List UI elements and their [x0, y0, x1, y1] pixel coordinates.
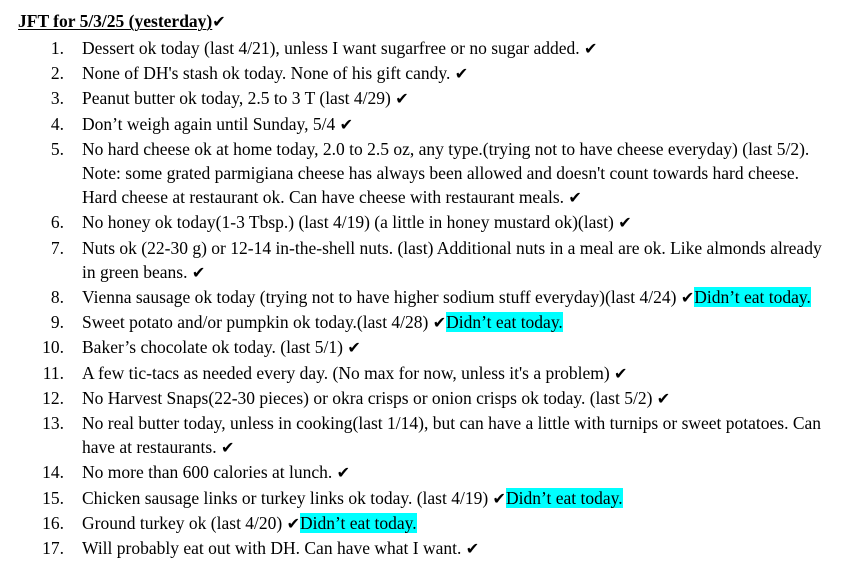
item-text: No real butter today, unless in cooking(last 1/14), but can have a little with turnips or sweet potatoes. Can have at restaurants. — [82, 413, 822, 458]
check-mark-icon: ✔ — [618, 213, 632, 233]
list-item — [0, 137, 827, 211]
item-number: 14. — [42, 462, 64, 483]
checklist — [0, 36, 827, 561]
check-mark-icon: ✔ — [454, 64, 469, 84]
highlight-note: Didn’t eat today. — [446, 312, 563, 333]
document-title — [18, 10, 226, 33]
check-mark-icon: ✔ — [656, 388, 671, 408]
check-mark-icon: ✔ — [220, 438, 235, 458]
item-text: Sweet potato and/or pumpkin ok today.(last 4/28) — [82, 312, 429, 333]
item-number: 6. — [50, 212, 64, 233]
list-item — [0, 36, 827, 61]
item-text: Don’t weigh again until Sunday, 5/4 — [82, 113, 336, 134]
list-item — [0, 536, 827, 561]
item-text: Chicken sausage links or turkey links ok today. (last 4/19) — [82, 487, 489, 508]
list-item — [0, 511, 827, 536]
check-mark-icon: ✔ — [465, 539, 480, 559]
item-text: Peanut butter ok today, 2.5 to 3 T (last 4/29) — [82, 88, 391, 109]
item-number: 5. — [50, 138, 64, 159]
highlight-note: Didn’t eat today. — [694, 287, 811, 308]
list-item — [0, 86, 827, 111]
highlight-note: Didn’t eat today. — [300, 512, 417, 533]
item-number: 8. — [50, 287, 64, 308]
item-number: 4. — [50, 113, 64, 134]
highlight-note: Didn’t eat today. — [505, 487, 623, 508]
list-item — [0, 386, 827, 411]
list-item — [0, 310, 827, 335]
check-mark-icon: ✔ — [191, 262, 206, 282]
item-number: 15. — [42, 487, 64, 508]
item-text: A few tic-tacs as needed every day. (No max for now, unless it's a problem) — [82, 362, 610, 383]
item-number: 1. — [50, 38, 64, 58]
check-mark-icon: ✔ — [395, 89, 409, 109]
item-text: No honey ok today(1-3 Tbsp.) (last 4/19) (a little in honey mustard ok)(last) — [82, 212, 614, 233]
item-number: 9. — [50, 312, 64, 333]
list-item — [0, 411, 827, 460]
check-mark-icon: ✔ — [492, 488, 506, 508]
item-text: No more than 600 calories at lunch. — [82, 462, 333, 483]
check-mark-icon: ✔ — [347, 338, 361, 358]
list-item — [0, 112, 827, 137]
item-number: 2. — [50, 63, 64, 84]
item-number: 13. — [42, 413, 64, 434]
item-number: 12. — [42, 387, 64, 408]
list-item — [0, 361, 827, 386]
item-text: Ground turkey ok (last 4/20) — [82, 512, 283, 533]
item-number: 3. — [50, 88, 64, 109]
item-number: 7. — [50, 237, 64, 258]
list-item — [0, 335, 827, 360]
list-item — [0, 460, 827, 485]
check-mark-icon: ✔ — [614, 363, 628, 383]
item-number: 11. — [42, 362, 64, 383]
item-number: 17. — [42, 538, 64, 559]
check-mark-icon: ✔ — [568, 188, 582, 208]
title-check-icon: ✔ — [212, 12, 226, 31]
check-mark-icon: ✔ — [286, 513, 301, 533]
check-mark-icon: ✔ — [584, 39, 598, 58]
title-text: JFT for 5/3/25 (yesterday) — [18, 11, 213, 31]
item-text: Will probably eat out with DH. Can have what I want. — [82, 538, 462, 559]
list-item — [0, 210, 827, 235]
item-text: Nuts ok (22-30 g) or 12-14 in-the-shell nuts. (last) Additional nuts in a meal are ok. Like almonds already in green beans. — [82, 237, 822, 282]
item-text: Dessert ok today (last 4/21), unless I want sugarfree or no sugar added. — [82, 38, 580, 58]
item-number: 16. — [42, 512, 64, 533]
check-mark-icon: ✔ — [339, 114, 354, 134]
item-text: None of DH's stash ok today. None of his gift candy. — [82, 63, 451, 84]
list-item — [0, 61, 827, 86]
item-text: Vienna sausage ok today (trying not to have higher sodium stuff everyday)(last 4/24) — [82, 287, 677, 308]
check-mark-icon: ✔ — [432, 313, 447, 333]
item-number: 10. — [42, 337, 64, 358]
item-text: Baker’s chocolate ok today. (last 5/1) — [82, 337, 343, 358]
item-text: No Harvest Snaps(22-30 pieces) or okra crisps or onion crisps ok today. (last 5/2) — [82, 387, 653, 408]
list-item — [0, 285, 827, 310]
item-text: No hard cheese ok at home today, 2.0 to 2.5 oz, any type.(trying not to have cheese everyday) (last 5/2). Note: some grated parmigiana cheese has always been allowed and doesn't count towards hard cheese. Hard cheese at restaurant ok. Can have cheese with restaurant meals. — [82, 138, 810, 208]
list-item — [0, 486, 827, 511]
check-mark-icon: ✔ — [680, 288, 695, 308]
check-mark-icon: ✔ — [336, 463, 351, 483]
list-item — [0, 236, 827, 285]
